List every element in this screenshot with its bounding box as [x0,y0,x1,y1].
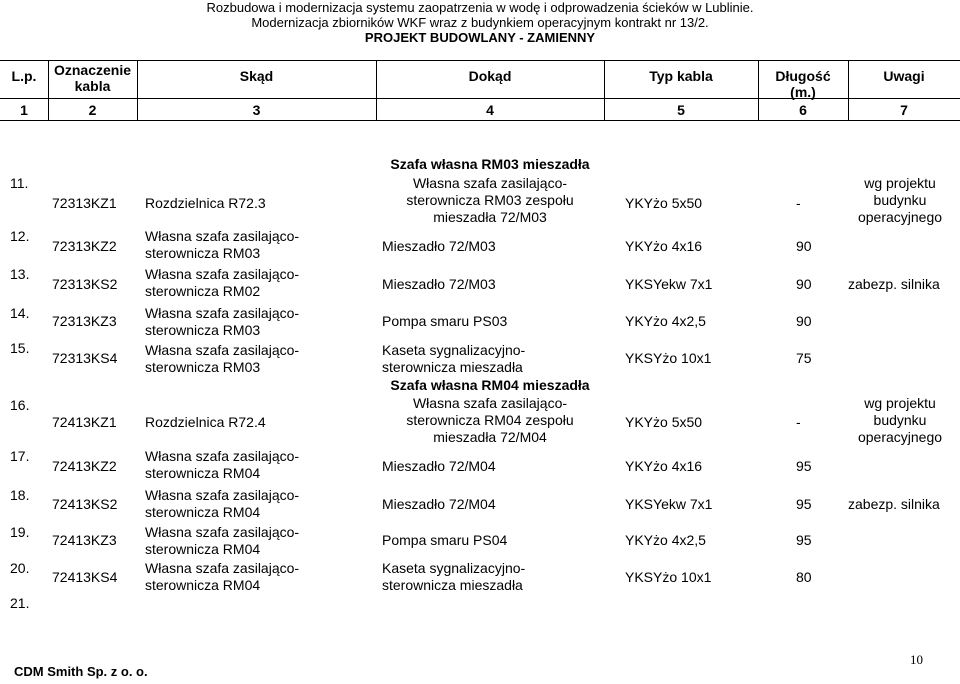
document-title-line-1: Rozbudowa i modernizacja systemu zaopatrzenia w wodę i odprowadzenia ścieków w Lublinie. [206,0,754,15]
header-oznaczenie: Oznaczenie kabla [53,62,132,94]
header-dlugosc: Długość (m.) [775,68,831,100]
row-length: - [796,414,801,430]
row-length: 95 [796,532,812,548]
row-from: Własna szafa zasilająco- sterownicza RM04 [145,524,300,557]
row-length: 95 [796,496,812,512]
row-type: YKSYżo 10x1 [625,569,712,585]
row-type: YKSYżo 10x1 [625,350,712,366]
col-number: 7 [900,102,908,118]
row-to: Pompa smaru PS03 [382,313,508,329]
page-number: 10 [910,652,923,667]
row-length: 90 [796,313,812,329]
row-notes: zabezp. silnika [848,496,940,512]
row-lp: 17. [10,448,30,464]
row-code: 72313KZ1 [52,195,117,211]
row-from: Własna szafa zasilająco- sterownicza RM02 [145,266,300,299]
row-notes: wg projektu budynku operacyjnego [857,395,943,445]
row-code: 72413KS4 [52,569,118,585]
row-code: 72413KZ2 [52,458,117,474]
row-code: 72313KS2 [52,276,118,292]
row-lp: 13. [10,266,30,282]
header-bottom-rule [0,120,960,121]
table-header [0,56,960,126]
row-type: YKYżo 4x16 [625,458,703,474]
row-from: Własna szafa zasilająco- sterownicza RM03 [145,305,300,338]
col-number: 1 [20,102,28,118]
document-title-line-3: PROJEKT BUDOWLANY - ZAMIENNY [364,30,596,45]
col-number: 3 [252,102,261,118]
row-length: 95 [796,458,812,474]
row-code: 72313KS4 [52,350,118,366]
header-lp: L.p. [11,68,37,84]
row-lp: 11. [10,175,29,191]
header-typ: Typ kabla [649,68,713,84]
row-length: 80 [796,569,812,585]
row-lp: 12. [10,228,30,244]
row-length: 90 [796,238,812,254]
col-number: 5 [677,102,685,118]
col-number: 2 [88,102,97,118]
header-uwagi: Uwagi [883,68,925,84]
row-notes: wg projektu budynku operacyjnego [857,175,943,225]
row-lp: 15. [10,340,30,356]
header-top-rule [0,60,960,61]
row-from: Rozdzielnica R72.3 [145,195,266,211]
section-title: Szafa własna RM04 mieszadła [390,377,590,393]
row-type: YKYżo 4x16 [625,238,703,254]
row-type: YKSYekw 7x1 [625,276,713,292]
row-code: 72313KZ2 [52,238,117,254]
row-from: Własna szafa zasilająco- sterownicza RM04 [145,560,300,593]
row-to: Mieszadło 72/M04 [382,458,496,474]
row-code: 72413KZ1 [52,414,117,430]
row-to: Własna szafa zasilająco- sterownicza RM03 zespołu mieszadła 72/M03 [406,175,574,225]
row-type: YKSYekw 7x1 [625,496,713,512]
row-from: Rozdzielnica R72.4 [145,414,266,430]
row-from: Własna szafa zasilająco- sterownicza RM03 [145,342,300,375]
row-type: YKYżo 5x50 [625,414,703,430]
row-length: 75 [796,350,812,366]
row-to: Mieszadło 72/M03 [382,276,496,292]
row-from: Własna szafa zasilająco- sterownicza RM04 [145,448,300,481]
row-length: 90 [796,276,812,292]
row-type: YKYżo 4x2,5 [625,313,706,329]
footer-company: CDM Smith Sp. z o. o. [14,664,148,679]
col-number: 6 [799,102,807,118]
table-body [0,150,960,620]
row-to: Własna szafa zasilająco- sterownicza RM04 zespołu mieszadła 72/M04 [406,395,574,445]
row-to: Mieszadło 72/M04 [382,496,496,512]
header-skad: Skąd [239,68,274,84]
row-lp: 18. [10,487,30,503]
row-lp: 21. [10,595,30,611]
row-notes: zabezp. silnika [848,276,940,292]
row-lp: 19. [10,524,30,540]
row-from: Własna szafa zasilająco- sterownicza RM03 [145,228,300,261]
row-from: Własna szafa zasilająco- sterownicza RM04 [145,487,300,520]
row-to: Kaseta sygnalizacyjno- sterownicza mieszadła [382,560,526,593]
section-title: Szafa własna RM03 mieszadła [390,156,590,172]
row-code: 72413KS2 [52,496,118,512]
col-number: 4 [486,102,494,118]
row-code: 72313KZ3 [52,313,117,329]
row-lp: 16. [10,397,30,413]
row-type: YKYżo 5x50 [625,195,703,211]
row-type: YKYżo 4x2,5 [625,532,706,548]
row-code: 72413KZ3 [52,532,117,548]
document-title-line-2: Modernizacja zbiorników WKF wraz z budynkiem operacyjnym kontrakt nr 13/2. [251,15,709,30]
row-to: Mieszadło 72/M03 [382,238,496,254]
row-length: - [796,195,801,211]
row-lp: 20. [10,560,30,576]
row-lp: 14. [10,305,30,321]
row-to: Kaseta sygnalizacyjno- sterownicza mieszadła [382,342,526,375]
row-to: Pompa smaru PS04 [382,532,508,548]
header-dokad: Dokąd [468,68,512,84]
